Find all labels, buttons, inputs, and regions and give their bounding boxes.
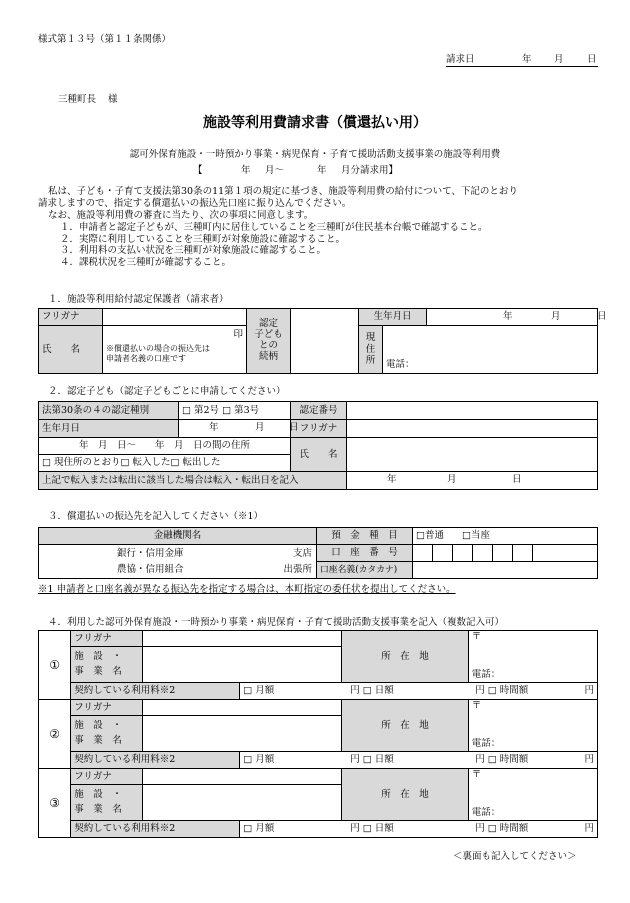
address-options[interactable]: □ 現住所のとおり□ 転入した□ 転出した xyxy=(39,455,291,472)
bank-name-label: 金融機関名 xyxy=(39,528,317,545)
monthly-fee-checkbox[interactable]: □ 月額 xyxy=(243,754,275,766)
facility-furigana-field[interactable] xyxy=(143,769,342,785)
cert-type-options[interactable] xyxy=(179,402,291,420)
account-number-label: 口 座 番 号 xyxy=(317,545,413,562)
child-table xyxy=(38,401,598,490)
intro-text: 私は、子ども・子育て支援法第30条の11第１項の規定に基づき、施設等利用費の給付について、下記のとおり 請求しますので、指定する償還払いの振込先口座に振り込んでください。 なお、施設等利用費の審査に当たり、次の事項に同意します。 １．申請者と認定子どもが、三種町内に居住していることを三種町が住民基本台帳で確認すること。 ２．実際に利用していることを三種町が対象施設に確認すること。 ３．利用料の支払い状況を三種町が対象施設に確認すること。 ４．課税状況を三種町が確認すること。 xyxy=(38,186,518,269)
facility-phone-label: 電話： xyxy=(471,807,501,819)
facility-name-field[interactable] xyxy=(143,716,342,752)
facility-phone-label: 電話： xyxy=(471,738,501,750)
relationship-label: 認定 子ども との 続柄 xyxy=(247,309,291,374)
deposit-type-options[interactable] xyxy=(413,528,598,545)
child-name-field[interactable] xyxy=(347,438,598,472)
fee-options[interactable]: □ 月額 円 □ 日額 円 □ 時間額 円 xyxy=(240,683,598,700)
back-side-note: ＜裏面も記入してください＞ xyxy=(453,851,577,862)
request-date[interactable]: 請求日 年 月 日 xyxy=(446,54,597,65)
facility-furigana-label: フリガナ xyxy=(71,700,143,716)
entry-number: ② xyxy=(39,700,71,769)
bank-table xyxy=(38,527,598,579)
section4-heading: ４．利用した認可外保育施設・一時預かり事業・病児保育・子育て援助活動支援事業を記入（複数記入可） xyxy=(48,617,505,628)
account-digit-1[interactable] xyxy=(413,545,433,562)
daily-fee-checkbox[interactable]: 円 □ 日額 xyxy=(350,754,394,765)
entry-number: ③ xyxy=(39,769,71,838)
account-digit-3[interactable] xyxy=(453,545,473,562)
furigana-label: フリガナ xyxy=(39,309,103,326)
facility-location-label: 所 在 地 xyxy=(342,631,469,683)
relationship-field[interactable] xyxy=(291,309,359,374)
bank-name-field[interactable]: 銀行・信用金庫 支店 農協・信用組合 出張所 xyxy=(39,545,317,579)
facility-phone-label: 電話： xyxy=(471,669,501,681)
guardian-name-label: 氏 名 xyxy=(39,326,103,374)
facility-entry xyxy=(39,769,598,785)
account-digit-6[interactable] xyxy=(513,545,533,562)
facility-location-field[interactable] xyxy=(468,631,597,683)
child-name-label: 氏 名 xyxy=(291,438,347,472)
type2-checkbox[interactable]: □ 第2号 xyxy=(182,404,220,416)
facility-entry xyxy=(39,631,598,647)
facility-furigana-label: フリガナ xyxy=(71,631,143,647)
guardian-furigana-field[interactable] xyxy=(103,309,247,326)
fee-options[interactable]: □ 月額 円 □ 日額 円 □ 時間額 円 xyxy=(240,821,598,838)
daily-fee-checkbox[interactable]: 円 □ 日額 xyxy=(350,823,394,834)
fee-label: 契約している利用料※2 xyxy=(71,752,240,769)
account-digit-7[interactable] xyxy=(533,545,598,562)
facility-name-label: 施 設 ・ 事 業 名 xyxy=(71,716,143,752)
period-address-label: 年 月 日～ 年 月 日の間の住所 xyxy=(39,438,291,455)
account-digit-4[interactable] xyxy=(473,545,493,562)
facility-name-label: 施 設 ・ 事 業 名 xyxy=(71,647,143,683)
guardian-address-field[interactable] xyxy=(383,326,598,374)
account-digit-2[interactable] xyxy=(433,545,453,562)
postal-mark: 〒 xyxy=(471,769,482,780)
move-date-field[interactable]: 年 月 日 xyxy=(347,472,598,490)
account-name-field[interactable] xyxy=(413,562,598,579)
facility-furigana-label: フリガナ xyxy=(71,769,143,785)
addressee: 三種町長 様 xyxy=(58,94,118,105)
guardian-birthdate-label: 生年月日 xyxy=(359,309,427,326)
facility-table xyxy=(38,630,598,838)
guardian-name-field[interactable] xyxy=(103,326,247,374)
address-label: 現 住 所 xyxy=(359,326,383,374)
facility-entry xyxy=(39,700,598,716)
section3-heading: ３．償還払いの振込先を記入してください（※1） xyxy=(48,511,264,522)
savings-checkbox[interactable]: □普通 xyxy=(416,530,444,542)
section2-heading: ２．認定子ども（認定子どもごとに申請してください） xyxy=(48,386,286,397)
hourly-fee-checkbox[interactable]: 円 □ 時間額 xyxy=(475,754,529,765)
fee-label: 契約している利用料※2 xyxy=(71,683,240,700)
facility-location-label: 所 在 地 xyxy=(342,700,469,752)
request-date-label: 請求日 xyxy=(446,54,475,65)
bank-note: ※1 申請者と口座名義が異なる振込先を指定する場合は、本町指定の委任状を提出してください。 xyxy=(38,584,456,595)
fee-label: 契約している利用料※2 xyxy=(71,821,240,838)
cert-number-label: 認定番号 xyxy=(291,402,347,420)
monthly-fee-checkbox[interactable]: □ 月額 xyxy=(243,823,275,835)
guardian-table xyxy=(38,308,607,374)
payee-note: ※償還払いの場合の振込先は 申請者名義の口座です xyxy=(106,343,210,364)
account-name-label: 口座名義(カタカナ) xyxy=(317,562,413,579)
subtitle: 認可外保育施設・一時預かり事業・病児保育・子育て援助活動支援事業の施設等利用費 xyxy=(129,149,501,160)
postal-mark: 〒 xyxy=(471,700,482,711)
cert-type-label: 法第30条の４の認定種別 xyxy=(39,402,179,420)
seal-mark: 印 xyxy=(233,329,243,340)
child-birthdate-field[interactable]: 年 月 日 xyxy=(179,420,291,438)
facility-furigana-field[interactable] xyxy=(143,631,342,647)
billing-period[interactable]: 【 年 月～ 年 月分請求用】 xyxy=(193,165,399,176)
daily-fee-checkbox[interactable]: 円 □ 日額 xyxy=(350,685,394,696)
form-number: 様式第１３号（第１１条関係） xyxy=(38,34,172,45)
entry-number: ① xyxy=(39,631,71,700)
facility-name-field[interactable] xyxy=(143,785,342,821)
section1-heading: １．施設等利用給付認定保護者（請求者） xyxy=(48,294,229,305)
monthly-fee-checkbox[interactable]: □ 月額 xyxy=(243,685,275,697)
child-birthdate-label: 生年月日 xyxy=(39,420,179,438)
child-furigana-label: フリガナ xyxy=(291,420,347,438)
facility-location-field[interactable] xyxy=(468,700,597,752)
cert-number-field[interactable] xyxy=(347,402,598,420)
page-title: 施設等利用費請求書（償還払い用） xyxy=(203,115,427,131)
account-digit-5[interactable] xyxy=(493,545,513,562)
facility-name-label: 施 設 ・ 事 業 名 xyxy=(71,785,143,821)
facility-name-field[interactable] xyxy=(143,647,342,683)
fee-options[interactable]: □ 月額 円 □ 日額 円 □ 時間額 円 xyxy=(240,752,598,769)
move-date-label: 上記で転入または転出に該当した場合は転入・転出日を記入 xyxy=(39,472,347,490)
deposit-type-label: 預 金 種 目 xyxy=(317,528,413,545)
child-furigana-field[interactable] xyxy=(347,420,598,438)
facility-location-field[interactable] xyxy=(468,769,597,821)
checking-checkbox[interactable]: □当座 xyxy=(461,530,490,542)
facility-location-label: 所 在 地 xyxy=(342,769,469,821)
type3-checkbox[interactable]: □ 第3号 xyxy=(222,404,260,416)
hourly-fee-checkbox[interactable]: 円 □ 時間額 xyxy=(475,823,529,834)
hourly-fee-checkbox[interactable]: 円 □ 時間額 xyxy=(475,685,529,696)
postal-mark: 〒 xyxy=(471,631,482,642)
guardian-phone-label: 電話： xyxy=(386,359,415,371)
guardian-birthdate-field[interactable]: 年 月 日 xyxy=(427,309,598,326)
facility-furigana-field[interactable] xyxy=(143,700,342,716)
